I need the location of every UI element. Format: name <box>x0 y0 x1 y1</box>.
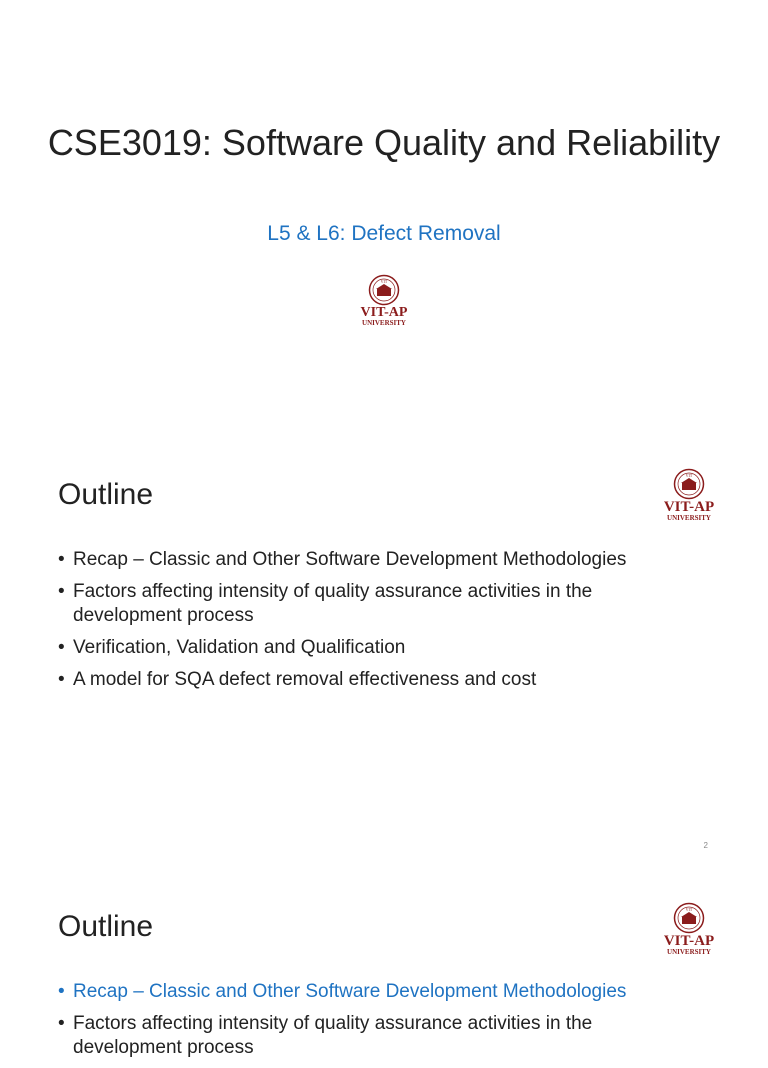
slide-heading: Outline <box>58 910 154 943</box>
outline-item: • Factors affecting intensity of quality assurance activities in the development process <box>58 580 698 628</box>
logo-brand-text: VIT-AP <box>360 305 408 320</box>
university-logo <box>660 902 718 956</box>
seal-text: VIT <box>380 279 388 284</box>
outline-slide <box>0 432 768 864</box>
logo-university-text: UNIVERSITY <box>667 948 711 956</box>
outline-list <box>58 548 698 700</box>
outline-item: • A model for SQA defect removal effectiveness and cost <box>58 668 698 692</box>
logo-university-text: UNIVERSITY <box>667 514 711 522</box>
page-number: 2 <box>703 841 708 850</box>
title-slide <box>0 0 768 432</box>
outline-list <box>58 980 698 1068</box>
outline-item: • Verification, Validation and Qualification <box>58 636 698 660</box>
presentation-subtitle: L5 & L6: Defect Removal <box>267 222 501 245</box>
outline-item: • Recap – Classic and Other Software Development Methodologies <box>58 548 698 572</box>
outline-item: • Factors affecting intensity of quality assurance activities in the development process <box>58 1012 698 1060</box>
outline-slide-highlighted <box>0 864 768 1058</box>
university-logo <box>660 468 718 522</box>
outline-item-active: • Recap – Classic and Other Software Development Methodologies <box>58 980 698 1004</box>
university-logo <box>355 274 413 327</box>
logo-university-text: UNIVERSITY <box>362 319 406 327</box>
slide-heading: Outline <box>58 478 154 511</box>
seal-text: VIT <box>685 907 693 912</box>
university-seal-icon <box>673 468 705 500</box>
logo-brand-text: VIT-AP <box>663 499 715 515</box>
university-seal-icon <box>673 902 705 934</box>
university-seal-icon <box>368 274 400 306</box>
seal-text: VIT <box>685 473 693 478</box>
presentation-title: CSE3019: Software Quality and Reliability <box>47 122 721 163</box>
logo-brand-text: VIT-AP <box>663 933 715 949</box>
